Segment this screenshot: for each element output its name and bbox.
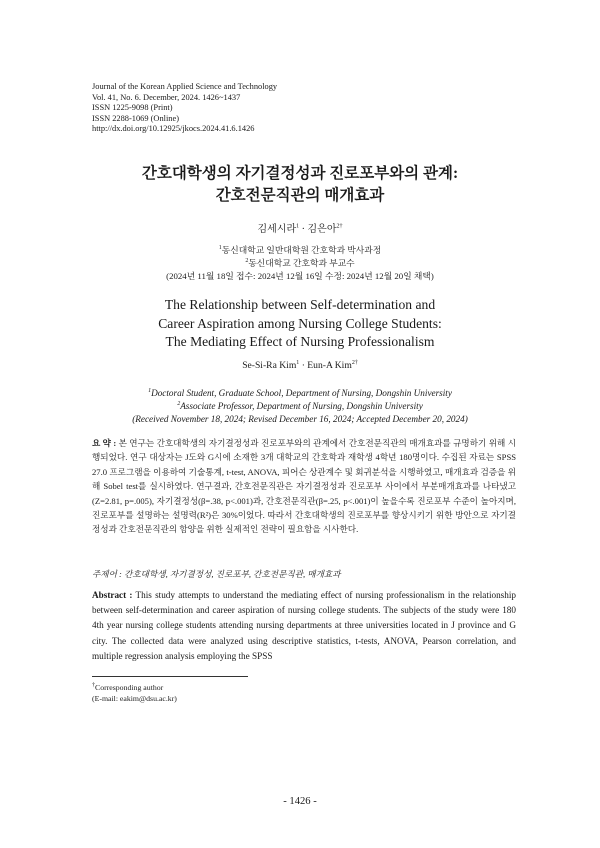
footnote-divider	[92, 676, 248, 677]
korean-title-line-2: 간호전문직관의 매개효과	[215, 187, 385, 204]
journal-doi: http://dx.doi.org/10.12925/jkocs.2024.41.6.1426	[92, 124, 255, 134]
english-author-separator: ·	[299, 360, 308, 371]
corresponding-author-note	[92, 682, 177, 693]
korean-dates: (2024년 11월 18일 접수: 2024년 12월 16일 수정: 2024년 12월 20일 채택)	[166, 271, 434, 281]
english-title	[0, 296, 600, 352]
korean-author-2-mark: 2†	[336, 223, 343, 230]
corresponding-author-label: Corresponding author	[95, 683, 164, 692]
english-dates: (Received November 18, 2024; Revised December 16, 2024; Accepted December 20, 2024)	[132, 414, 468, 424]
english-author-2-mark: 2†	[351, 359, 358, 366]
korean-affiliation-2	[0, 257, 600, 270]
english-abstract-label: Abstract :	[92, 590, 133, 600]
footnote	[92, 682, 177, 705]
journal-issn-online: ISSN 2288-1069 (Online)	[92, 113, 180, 123]
english-abstract-text: This study attempts to understand the mediating effect of nursing professionalism in the relationship between self-determination and career aspiration of nursing college students. The subjects of the study were 180 4th year nursing college students attending nursing departments at three universities located in J province and G city. The collected data were analyzed using descriptive statistics, t-tests, ANOVA, Pearson correlation, and multiple regression analysis employing the SPSS	[92, 590, 516, 661]
korean-author-1-mark: 1	[296, 223, 300, 230]
english-title-line-2: Career Aspiration among Nursing College Students:	[158, 315, 442, 331]
korean-affiliation-2-text: 동신대학교 간호학과 부교수	[248, 258, 355, 268]
english-affiliation-2	[0, 400, 600, 413]
korean-affiliation-1	[0, 244, 600, 257]
footnote-mark: †	[92, 682, 95, 689]
korean-keywords	[92, 568, 516, 580]
korean-author-1: 김세시라	[257, 224, 297, 235]
korean-affiliation-2-mark: 2	[245, 258, 249, 265]
korean-title	[0, 163, 600, 207]
english-affiliation-1-text: Doctoral Student, Graduate School, Department of Nursing, Dongshin University	[151, 388, 452, 398]
corresponding-email: (E-mail: eakim@dsu.ac.kr)	[92, 694, 177, 704]
english-authors	[0, 360, 600, 371]
english-abstract	[92, 588, 516, 664]
english-affiliation-1-mark: 1	[148, 387, 152, 394]
korean-keywords-label: 주제어 :	[92, 569, 122, 579]
korean-affiliation-1-text: 동신대학교 일반대학원 간호학과 박사과정	[221, 245, 382, 255]
journal-issn-print: ISSN 1225-9098 (Print)	[92, 103, 173, 113]
journal-info	[92, 82, 277, 135]
author-separator: ·	[299, 224, 308, 235]
english-affiliations	[0, 387, 600, 426]
korean-abstract-text: 본 연구는 간호대학생의 자기결정성과 진로포부와의 관계에서 간호전문직관의 매개효과를 규명하기 위해 시행되었다. 연구 대상자는 J도와 G시에 소재한 3개 대학교의 간호학과 재학생 4학년 180명이다. 수집된 자료는 SPSS 27.0 프로그램을 이용하여 기술통계, t-test, ANOVA, 피어슨 상관계수 및 회귀분석을 시행하였고, 매개효과 검증을 위해 Sobel test를 실시하였다. 연구결과, 간호전문직관은 자기결정성과 진로포부 사이에서 부분매개효과를 나타냈고(Z=2.81, p=.005), 자기결정성(β=.38, p<.001)과, 간호전문직관(β=.25, p<.001)이 높을수록 진로포부 수준이 높아지며, 진로포부를 설명하는 설명력(R²)은 30%이었다. 따라서 간호대학생의 진로포부를 향상시키기 위한 방안으로 자기결정성과 간호전문직관의 함양을 위한 실제적인 전략이 필요함을 시사한다.	[92, 438, 516, 535]
english-affiliation-2-text: Associate Professor, Department of Nursing, Dongshin University	[180, 401, 423, 411]
english-title-line-1: The Relationship between Self-determination and	[164, 297, 436, 312]
korean-title-line-1: 간호대학생의 자기결정성과 진로포부와의 관계:	[141, 165, 459, 182]
page-number: - 1426 -	[283, 796, 317, 807]
english-affiliation-2-mark: 2	[177, 400, 181, 407]
english-title-line-3: The Mediating Effect of Nursing Professionalism	[165, 334, 435, 349]
korean-abstract-label: 요 약 :	[92, 438, 117, 448]
korean-authors	[0, 220, 600, 235]
english-affiliation-1	[0, 387, 600, 400]
korean-abstract	[92, 436, 516, 537]
english-author-2: Eun-A Kim	[307, 360, 352, 371]
korean-affiliations	[0, 244, 600, 283]
journal-volume: Vol. 41, No. 6. December, 2024. 1426~1437	[92, 92, 241, 102]
english-author-1: Se-Si-Ra Kim	[242, 360, 297, 371]
korean-keywords-text: 간호대학생, 자기결정성, 진로포부, 간호전문직관, 매개효과	[121, 569, 341, 579]
korean-affiliation-1-mark: 1	[218, 245, 222, 252]
english-author-1-mark: 1	[296, 359, 300, 366]
korean-author-2: 김은아	[307, 224, 337, 235]
journal-name: Journal of the Korean Applied Science and Technology	[92, 82, 278, 91]
